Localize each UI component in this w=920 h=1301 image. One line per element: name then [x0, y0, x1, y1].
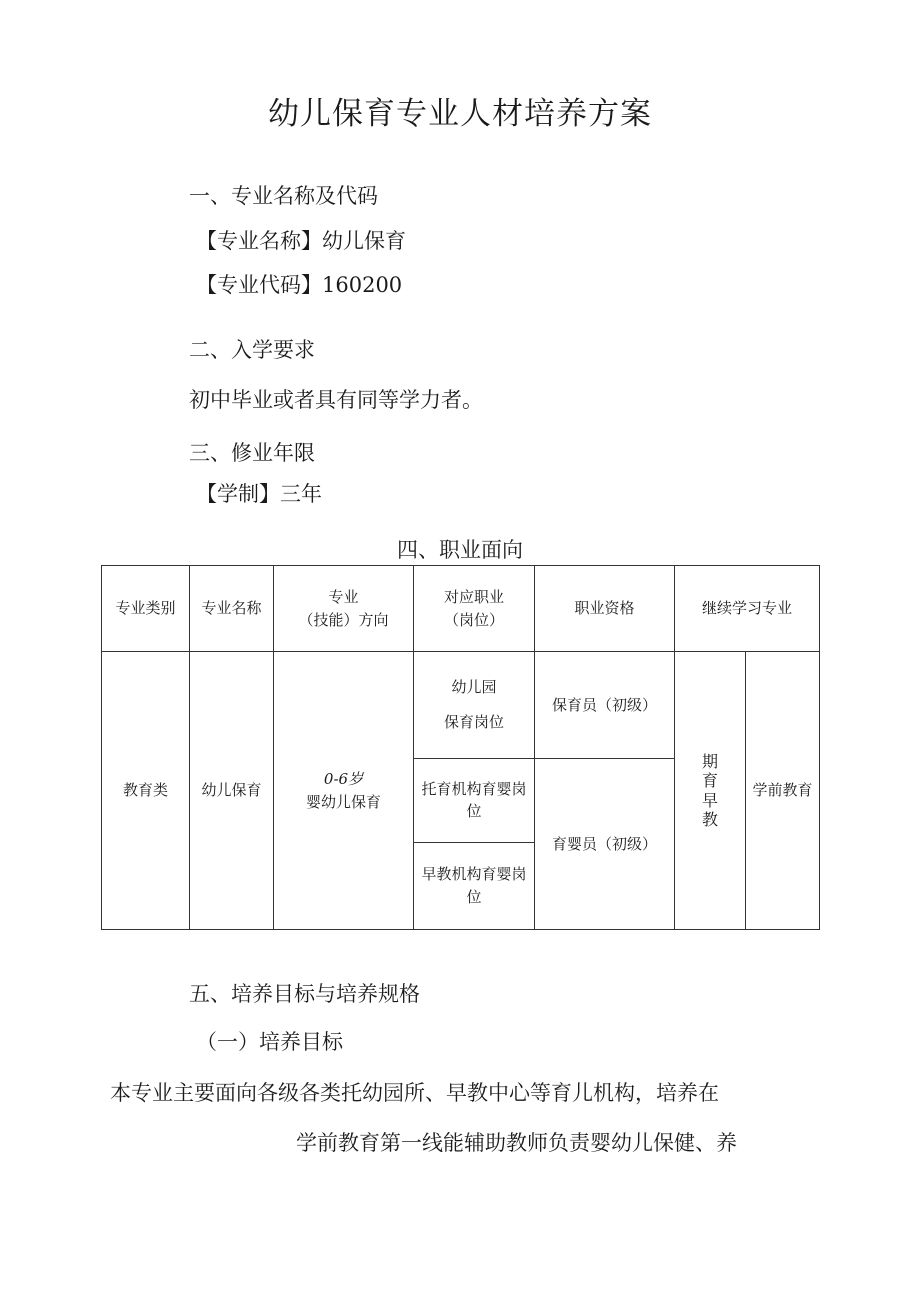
header-job-line1: 对应职业 — [443, 588, 504, 607]
cell-further-b: 学前教育 — [746, 652, 820, 930]
cell-direction — [274, 652, 414, 930]
header-further-study: 继续学习专业 — [675, 566, 820, 652]
document-title: 幼儿保育专业人材培养方案 — [268, 96, 652, 132]
table-row — [102, 652, 820, 758]
job-1-line1: 幼儿园 — [451, 678, 497, 697]
paragraph-line-2: 学前教育第一线能辅助教师负责婴幼儿保健、养 — [296, 1131, 737, 1155]
admission-requirement: 初中毕业或者具有同等学力者。 — [189, 388, 483, 412]
header-category: 专业类别 — [102, 566, 190, 652]
section-3-heading: 三、修业年限 — [189, 441, 315, 465]
cell-job-1 — [414, 652, 535, 758]
header-direction-line1: 专业 — [328, 588, 359, 607]
job-1-line2: 保育岗位 — [443, 712, 504, 731]
career-orientation-table — [101, 565, 820, 930]
study-duration: 【学制】三年 — [196, 482, 322, 506]
header-job-line2: （岗位） — [443, 610, 504, 629]
header-direction — [274, 566, 414, 652]
section-5-heading: 五、培养目标与培养规格 — [189, 982, 420, 1006]
cell-job-2: 托育机构育婴岗位 — [414, 758, 535, 842]
direction-text: 婴幼儿保育 — [305, 792, 381, 811]
direction-age: 0-6岁 — [323, 770, 364, 789]
subsection-1-heading: （一）培养目标 — [196, 1030, 343, 1054]
further-a-text: 期育早教 — [702, 752, 719, 829]
header-major: 专业名称 — [190, 566, 274, 652]
header-direction-line2: （技能）方向 — [298, 610, 389, 629]
cell-category: 教育类 — [102, 652, 190, 930]
header-job — [414, 566, 535, 652]
section-1-heading: 一、专业名称及代码 — [189, 184, 378, 208]
paragraph-line-1: 本专业主要面向各级各类托幼园所、早教中心等育儿机构，培养在 — [110, 1081, 719, 1105]
major-code-line: 【专业代码】160200 — [196, 273, 403, 297]
header-certificate: 职业资格 — [535, 566, 675, 652]
cell-job-3: 早教机构育婴岗位 — [414, 842, 535, 929]
cell-cert-1: 保育员（初级） — [535, 652, 675, 758]
section-2-heading: 二、入学要求 — [189, 338, 315, 362]
table-header-row — [102, 566, 820, 652]
cell-major: 幼儿保育 — [190, 652, 274, 930]
major-name-line: 【专业名称】幼儿保育 — [196, 229, 406, 253]
cell-further-a — [675, 652, 746, 930]
cell-cert-2: 育婴员（初级） — [535, 758, 675, 929]
section-4-heading: 四、职业面向 — [397, 538, 523, 562]
